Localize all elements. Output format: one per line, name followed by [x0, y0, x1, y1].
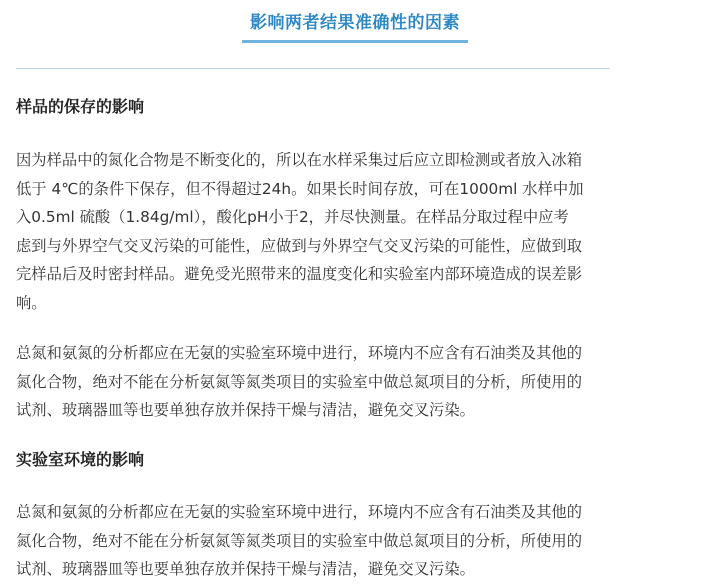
paragraph-line: 因为样品中的氮化合物是不断变化的，所以在水样采集过后应立即检测或者放入冰箱 [16, 151, 582, 169]
paragraph-line: 响。 [16, 293, 47, 312]
paragraph-line: 总氮和氨氮的分析都应在无氨的实验室环境中进行，环境内不应含有石油类及其他的 [16, 344, 582, 362]
paragraph-line: 低于 4℃的条件下保存，但不得超过24h。如果长时间存放，可在1000ml 水样中加 [16, 179, 584, 198]
title-block [0, 0, 703, 60]
paragraph-line: 试剂、玻璃器皿等也要单独存放并保持干燥与清洁，避免交叉污染。 [16, 560, 475, 578]
paragraph-line: 氮化合物，绝对不能在分析氨氮等氮类项目的实验室中做总氮项目的分析，所使用的 [16, 372, 582, 391]
section-heading-lab-environment: 实验室环境的影响 [16, 450, 145, 469]
section-divider [16, 68, 610, 69]
title-underline [242, 40, 468, 43]
article-title: 影响两者结果准确性的因素 [250, 13, 460, 33]
paragraph-line: 完样品后及时密封样品。避免受光照带来的温度变化和实验室内部环境造成的误差影 [16, 265, 582, 283]
section-heading-sample-storage: 样品的保存的影响 [16, 97, 145, 116]
paragraph-line: 试剂、玻璃器皿等也要单独存放并保持干燥与清洁，避免交叉污染。 [16, 401, 475, 419]
paragraph-line: 入0.5ml 硫酸（1.84g/ml），酸化pH小于2，并尽快测量。在样品分取过程中应考 [16, 208, 569, 226]
paragraph-line: 氮化合物，绝对不能在分析氨氮等氮类项目的实验室中做总氮项目的分析，所使用的 [16, 531, 582, 550]
paragraph-sample-storage-2 [16, 339, 692, 425]
paragraph-line: 虑到与外界空气交叉污染的可能性，应做到与外界空气交叉污染的可能性，应做到取 [16, 236, 582, 255]
paragraph-line: 总氮和氨氮的分析都应在无氨的实验室环境中进行，环境内不应含有石油类及其他的 [16, 503, 582, 521]
paragraph-lab-environment-1 [16, 498, 692, 584]
paragraph-sample-storage-1 [16, 146, 692, 317]
